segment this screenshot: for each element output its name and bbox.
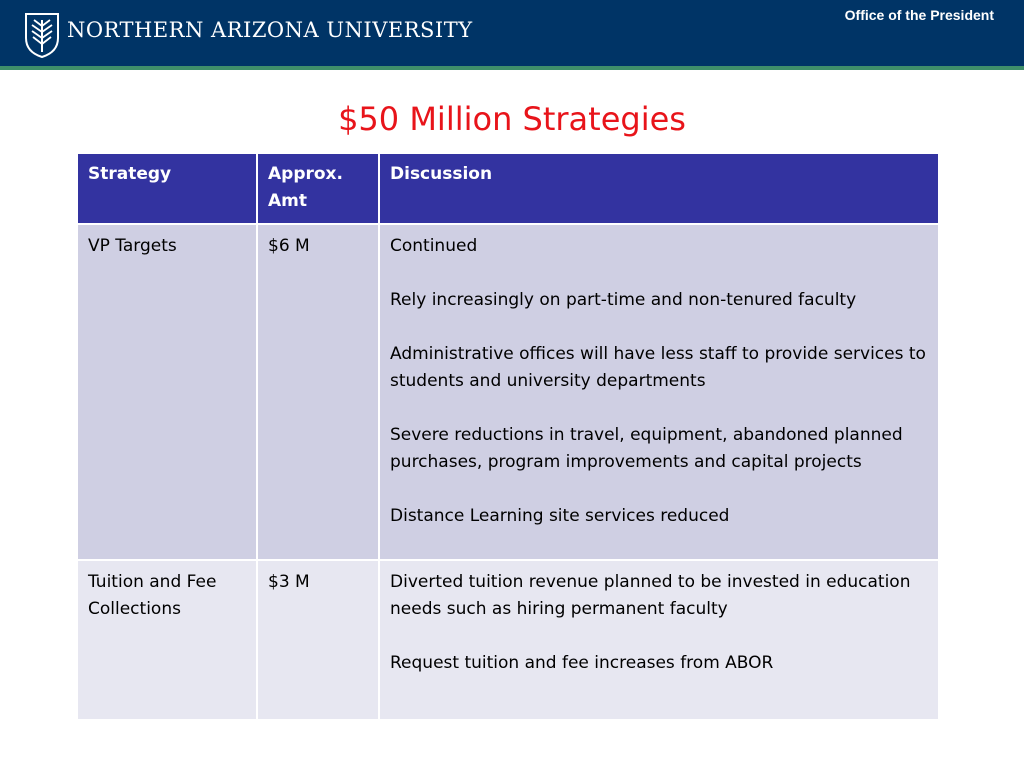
strategy-cell: VP Targets [77,224,257,560]
university-name: NORTHERN ARIZONA UNIVERSITY [67,18,473,42]
discussion-item: Severe reductions in travel, equipment, abandoned planned purchases, program improvements and capital projects [390,425,903,472]
header-bar [0,0,1024,66]
university-shield-icon [24,12,60,58]
column-header-strategy: Strategy [77,153,257,224]
slide-title: $50 Million Strategies [338,100,686,138]
discussion-item: Continued [390,236,478,256]
strategy-cell: Tuition and Fee Collections [77,560,257,720]
discussion-item: Distance Learning site services reduced [390,506,730,526]
header-rule [0,66,1024,70]
discussion-item: Rely increasingly on part-time and non-tenured faculty [390,290,857,310]
discussion-cell [379,224,939,560]
strategy-table [76,152,940,721]
discussion-item: Request tuition and fee increases from ABOR [390,653,774,673]
discussion-item: Diverted tuition revenue planned to be invested in education needs such as hiring permanent faculty [390,572,911,619]
discussion-cell [379,560,939,720]
column-header-amount: Approx. Amt [257,153,379,224]
amount-cell: $6 M [257,224,379,560]
table-row [77,224,939,560]
amount-cell: $3 M [257,560,379,720]
table-header-row [77,153,939,224]
table-row [77,560,939,720]
office-label: Office of the President [844,7,994,23]
discussion-item: Administrative offices will have less staff to provide services to students and university departments [390,344,926,391]
column-header-discussion: Discussion [379,153,939,224]
